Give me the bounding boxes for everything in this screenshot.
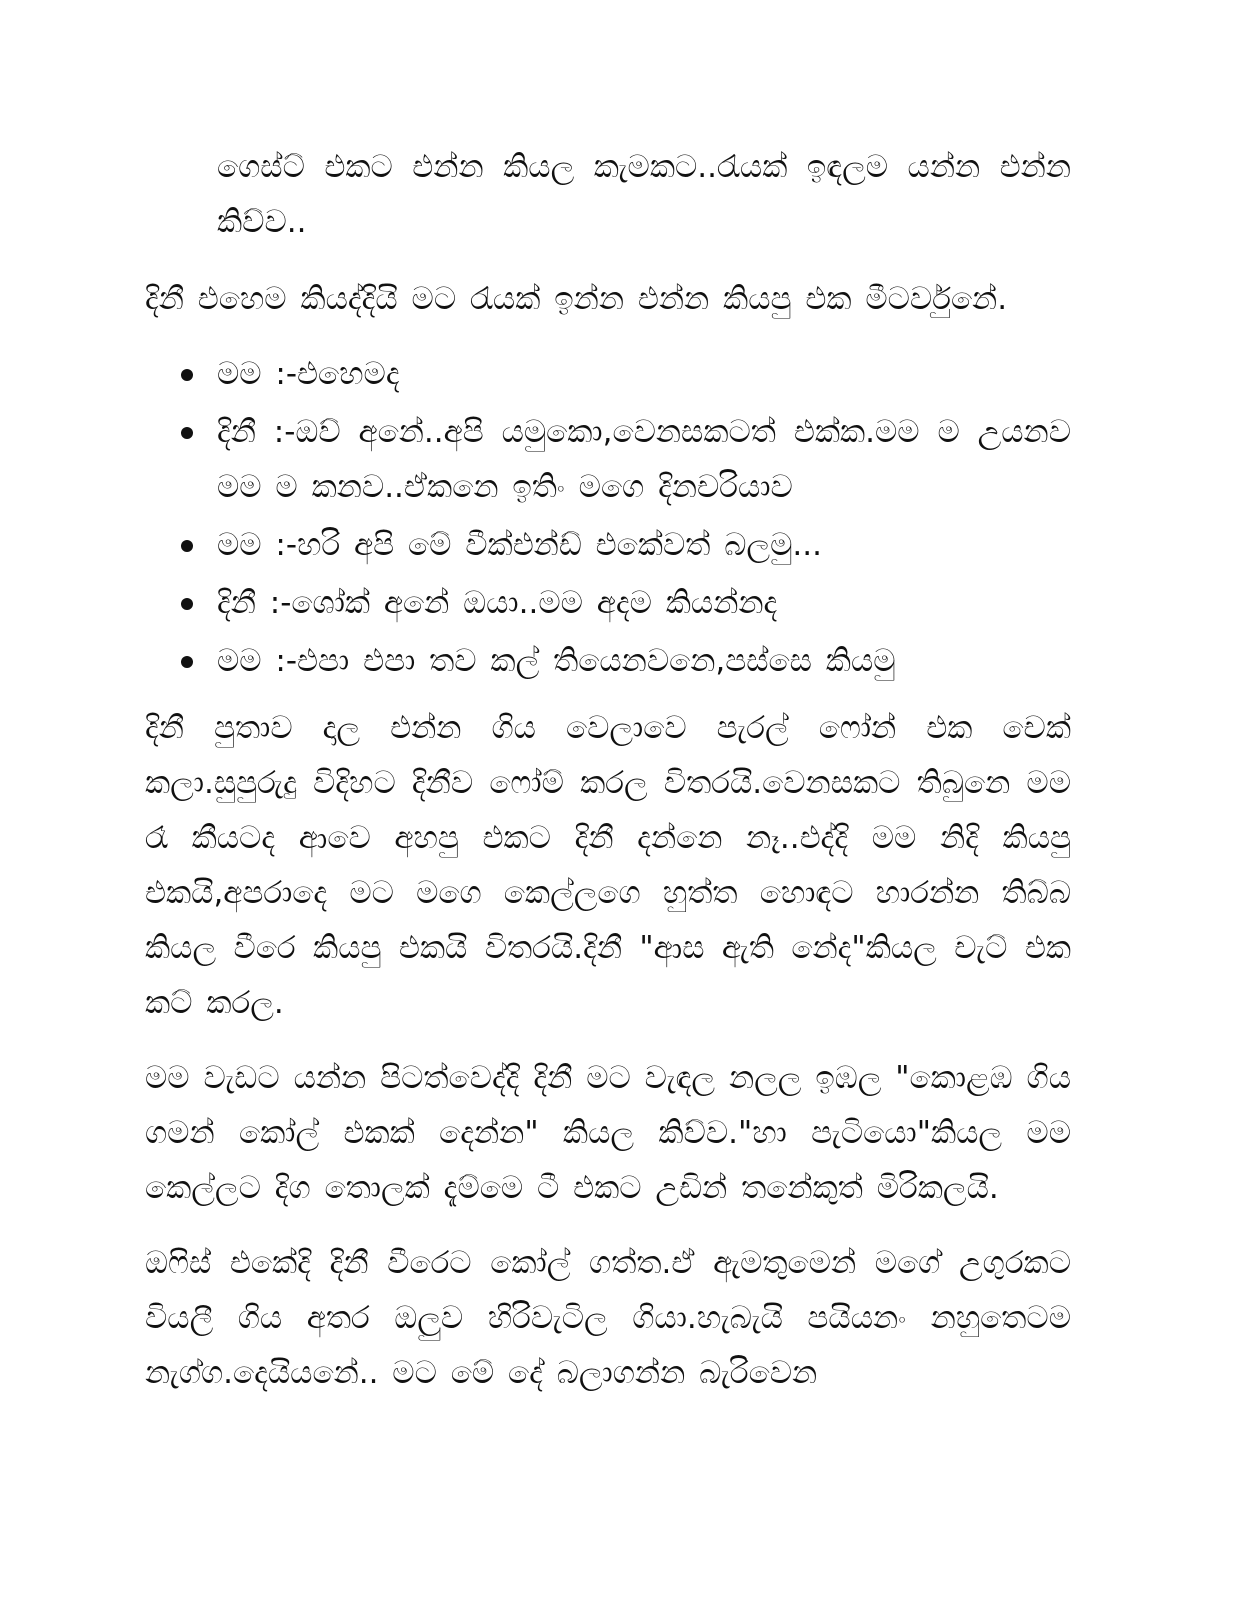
bullet-icon bbox=[181, 656, 193, 668]
bullet-icon bbox=[181, 598, 193, 610]
dialogue-text: මම :-එහෙමද bbox=[217, 356, 400, 392]
bullet-icon bbox=[181, 369, 193, 381]
bullet-icon bbox=[181, 427, 193, 439]
dialogue-text: මම :-එපා එපා තව කල් තියෙනවනෙ,පස්සෙ කියමු bbox=[217, 643, 896, 679]
indented-paragraph: ගෙස්ට් එකට එන්න කියල කැමකට..රැයක් ඉඳලම යන්න එන්න කිව්ව.. bbox=[217, 149, 1071, 240]
dialogue-line bbox=[217, 347, 1071, 402]
paragraph: දිනී එහෙම කියද්දියි මට රැයක් ඉන්න එන්න කියපු එක මීටර්වුනේ. bbox=[145, 281, 1008, 317]
dialogue-line bbox=[217, 405, 1071, 515]
dialogue-line bbox=[217, 576, 1071, 631]
dialogue-line bbox=[217, 634, 1071, 689]
bullet-icon bbox=[181, 540, 193, 552]
paragraph: මම වැඩට යන්න පිටත්වෙද්දි දිනී මට වැඳල නලල ඉඹල "කොළඹ ගිය ගමන් කෝල් එකක් දෙන්න" කියල කිව්ව."හා පැටියො"කියල මම කෙල්ලට දිග තොලක් දැම්මෙ ටී එකට උඩින් තනේකුත් මිරිකලයි. bbox=[145, 1060, 1071, 1206]
dialogue-text: මම :-හරි අපි මේ වීක්එන්ඩ් එකේවත් බලමු... bbox=[217, 527, 822, 563]
paragraph: ඔෆිස් එකේදි දිනී වීරෙට කෝල් ගත්ත.ඒ ඇමතුමෙන් මගේ උගුරකට වියලී ගිය අතර ඔලුව හිරිවැටිල ගියා.හැබැයි පයියනං නහුතෙටම නැග්ග.දෙයියනේ.. මට මේ දේ බලාගන්න බැරිවෙන bbox=[145, 1245, 1071, 1391]
dialogue-line bbox=[217, 518, 1071, 573]
paragraph: දිනී පුතාව දාල එන්න ගිය වෙලාවෙ පැරල් ෆෝන් එක චෙක් කලා.සුපුරුදු විදිහට දිනීව ෆෝම් කරල විතරයි.වෙනසකට තිබුනෙ මම රෑ කීයටද ආවෙ අහපු එකට දිනී දන්නෙ නෑ..එද්දි මම නිදි කියපු එකයි,අපරාදෙ මට මගෙ කෙල්ලගෙ හුත්ත හොඳට හාරන්න තිබ්බ කියල වීරෙ කියපු එකයි විතරයි.දිනී "ආස ඇති නේද"කියල චැට් එක කට් කරල. bbox=[145, 710, 1071, 1021]
dialogue-text: දිනී :-ඔව් අනේ..අපි යමුකො,වෙනසකටත් එක්ක.මම ම උයනව මම ම කනව..ඒකනෙ ඉතිං මගෙ දිනචරියාව bbox=[217, 414, 1071, 505]
dialogue-text: දිනී :-ශෝක් අනේ ඔයා..මම අදම කියන්නද bbox=[217, 585, 778, 621]
dialogue-list bbox=[145, 347, 1071, 689]
